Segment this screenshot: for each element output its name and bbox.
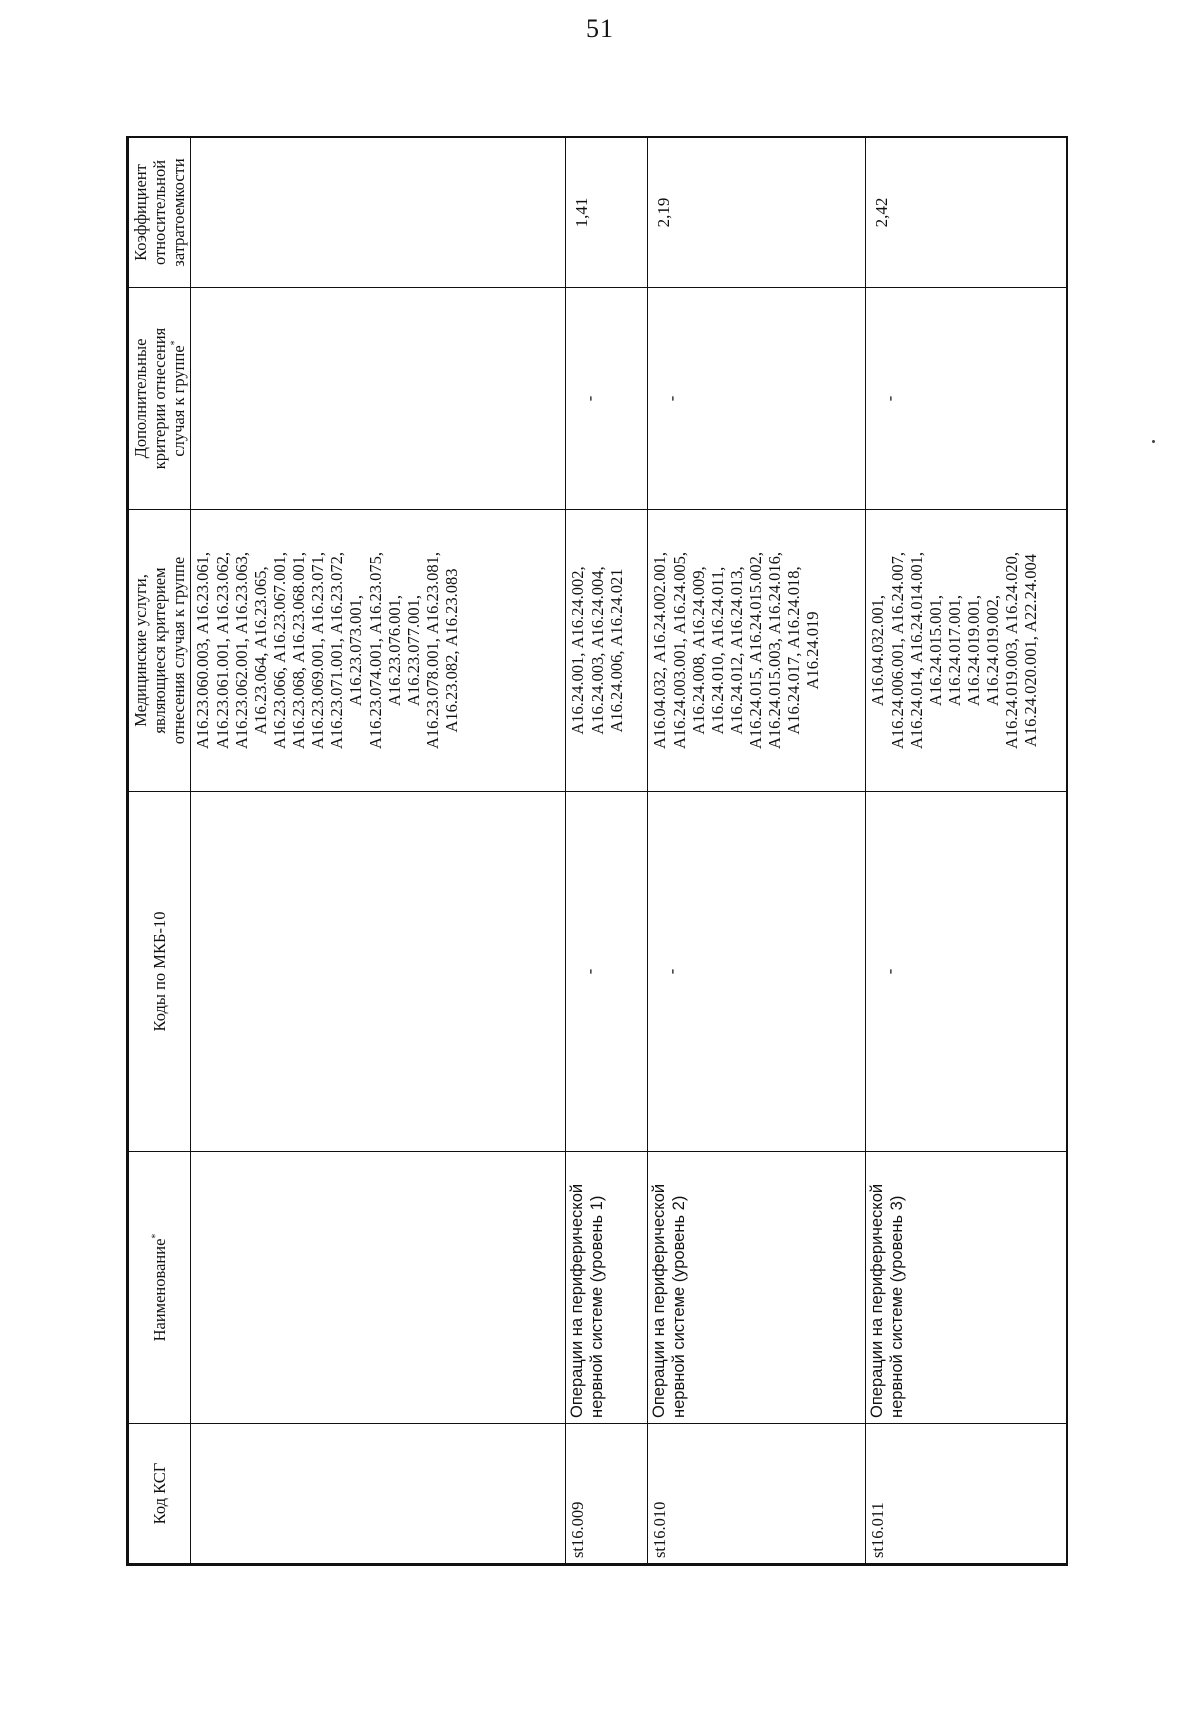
page-number: 51	[586, 14, 614, 43]
cell-code: st16.010	[648, 1424, 866, 1564]
cell-mkb	[191, 792, 566, 1152]
cell-additional: -	[566, 288, 648, 510]
cell-name: Операции на периферической нервной системе (уровень 1)	[566, 1152, 648, 1424]
cell-services: А16.23.060.003, А16.23.061, А16.23.061.001, А16.23.062, А16.23.062.001, А16.23.063, А16.23.064, А16.23.065, А16.23.066, А16.23.067.001, А16.23.068, А16.23.068.001, А16.23.069.001, А16.23.071, А16.23.071.001, А16.23.072, А16.23.073.001, А16.23.074.001, А16.23.075, А16.23.076.001, А16.23.077.001, А16.23.078.001, А16.23.081, А16.23.082, А16.23.083	[191, 510, 566, 792]
cell-services: А16.04.032.001, А16.24.006.001, А16.24.007, А16.24.014, А16.24.014.001, А16.24.015.001, А16.24.017.001, А16.24.019.001, А16.24.019.002, А16.24.019.003, А16.24.020, А16.24.020.001, А22.24.004	[866, 510, 1068, 792]
header-mkb: Коды по МКБ-10	[129, 792, 191, 1152]
cell-code: st16.011	[866, 1424, 1068, 1564]
cell-services: А16.04.032, А16.24.002.001, А16.24.003.001, А16.24.005, А16.24.008, А16.24.009, А16.24.010, А16.24.011, А16.24.012, А16.24.013, А16.24.015, А16.24.015.002, А16.24.015.003, А16.24.016, А16.24.017, А16.24.018, А16.24.019	[648, 510, 866, 792]
cell-coefficient: 1,41	[566, 138, 648, 288]
rotated-table-wrapper	[128, 138, 1066, 1564]
header-name: Наименование*	[129, 1152, 191, 1424]
cell-code	[191, 1424, 566, 1564]
cell-mkb: -	[648, 792, 866, 1152]
cell-coefficient: 2,42	[866, 138, 1068, 288]
cell-mkb: -	[866, 792, 1068, 1152]
table-row-st16-011	[866, 138, 1068, 1564]
table-row-continuation	[191, 138, 566, 1564]
table-row-st16-010	[648, 138, 866, 1564]
cell-code: st16.009	[566, 1424, 648, 1564]
cell-services: А16.24.001, А16.24.002, А16.24.003, А16.24.004, А16.24.006, А16.24.021	[566, 510, 648, 792]
table-row-st16-009	[566, 138, 648, 1564]
header-additional-criteria: Дополнительные критерии отнесения случая к группе*	[129, 288, 191, 510]
cell-name	[191, 1152, 566, 1424]
cell-coefficient	[191, 138, 566, 288]
ksg-table	[128, 137, 1068, 1564]
table-header-row	[129, 138, 191, 1564]
cell-mkb: -	[566, 792, 648, 1152]
cell-name: Операции на периферической нервной системе (уровень 2)	[648, 1152, 866, 1424]
header-code: Код КСГ	[129, 1424, 191, 1564]
cell-additional: -	[866, 288, 1068, 510]
cell-additional	[191, 288, 566, 510]
ksg-table-frame	[126, 136, 1068, 1566]
header-coefficient: Коэффициент относительной затратоемкости	[129, 138, 191, 288]
cell-additional: -	[648, 288, 866, 510]
scan-speck	[1152, 440, 1155, 443]
cell-coefficient: 2,19	[648, 138, 866, 288]
header-services: Медицинские услуги, являющиеся критерием отнесения случая к группе	[129, 510, 191, 792]
cell-name: Операции на периферической нервной системе (уровень 3)	[866, 1152, 1068, 1424]
